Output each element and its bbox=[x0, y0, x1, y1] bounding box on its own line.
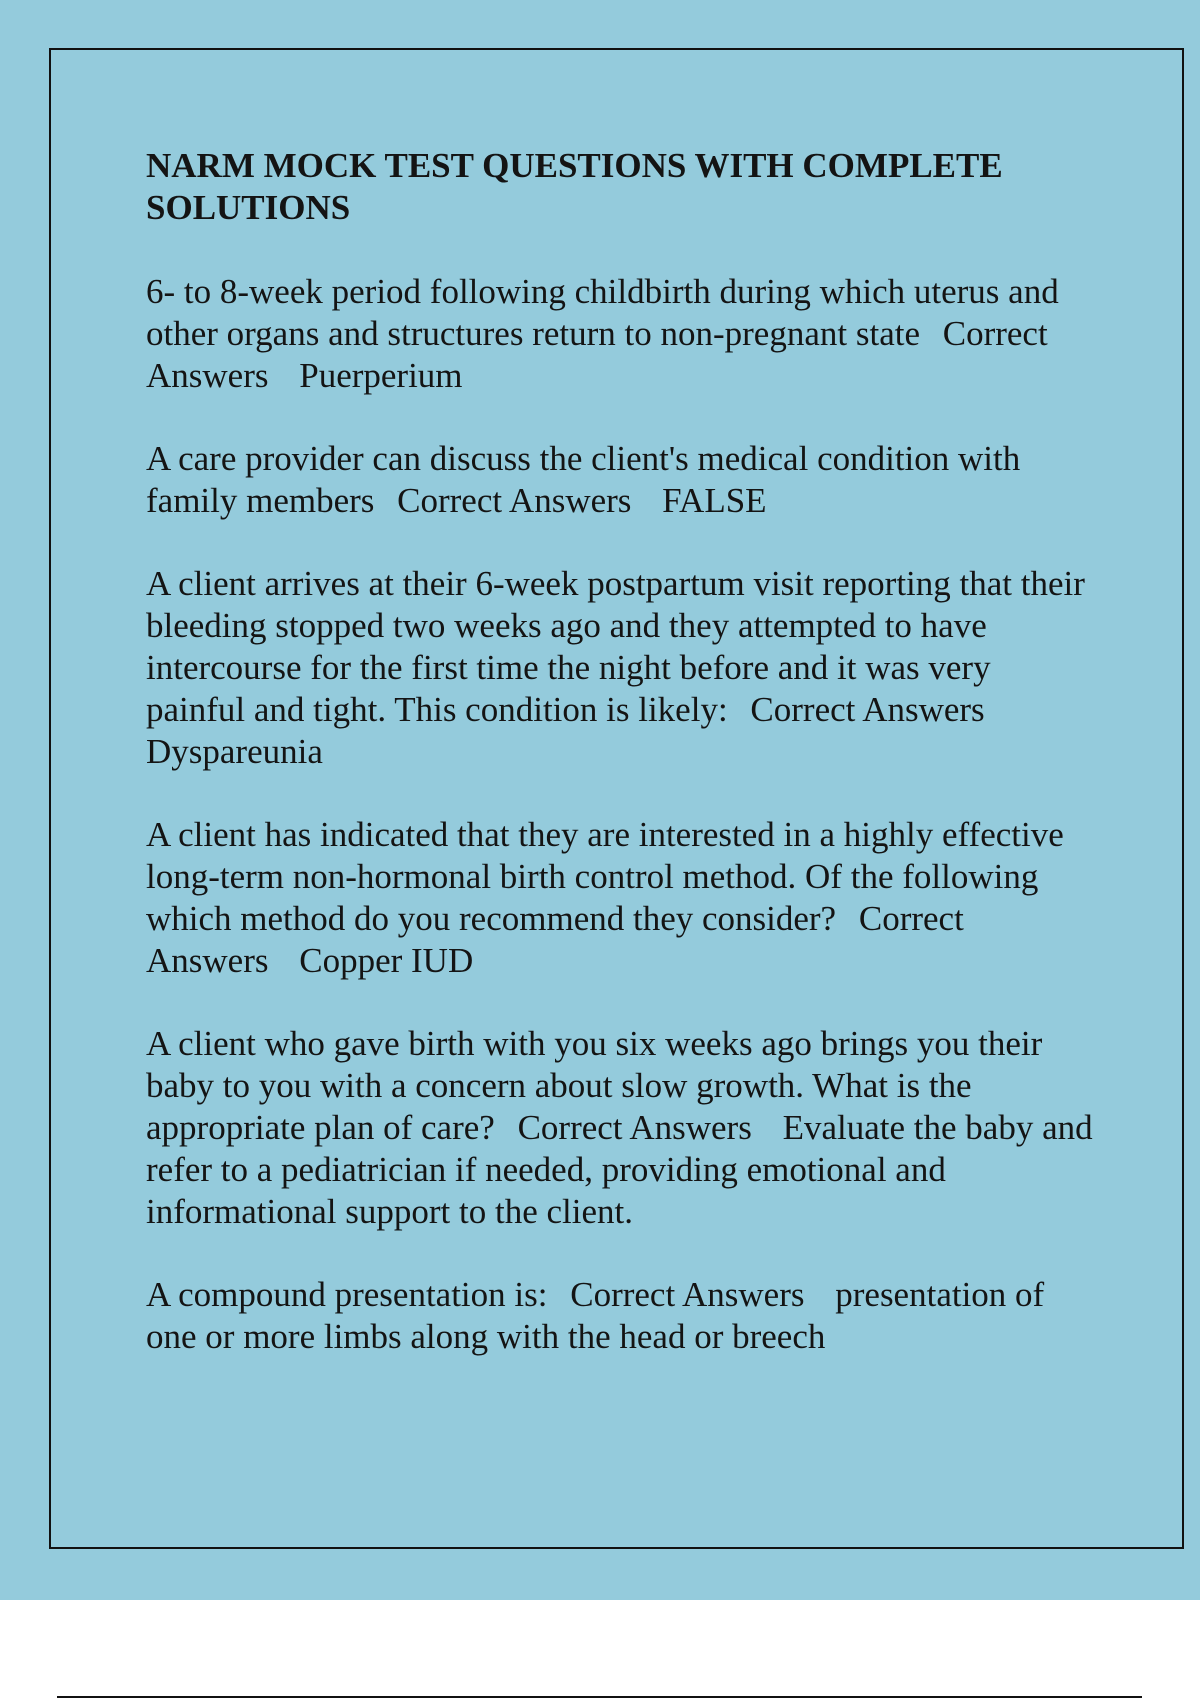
qa-item bbox=[146, 814, 1096, 982]
question-text: A compound presentation is: bbox=[146, 1275, 548, 1314]
correct-answers-label: Correct Answers bbox=[146, 314, 1048, 395]
qa-item bbox=[146, 271, 1096, 397]
qa-item bbox=[146, 1274, 1096, 1358]
correct-answers-label: Correct Answers bbox=[517, 1108, 752, 1147]
question-text: A care provider can discuss the client's medical condition with family members bbox=[146, 439, 1021, 520]
answer-text: FALSE bbox=[662, 481, 767, 520]
correct-answers-label: Correct Answers bbox=[397, 481, 632, 520]
correct-answers-label: Correct Answers bbox=[750, 690, 985, 729]
correct-answers-label: Correct Answers bbox=[146, 899, 964, 980]
answer-text: Dyspareunia bbox=[146, 732, 323, 771]
answer-text: Puerperium bbox=[299, 356, 463, 395]
question-text: A client arrives at their 6-week postpartum visit reporting that their bleeding stopped two weeks ago and they attempted to have intercourse for the first time the night before and it was very painful and tight. This condition is likely: bbox=[146, 564, 1085, 729]
qa-item bbox=[146, 1023, 1096, 1233]
correct-answers-label: Correct Answers bbox=[570, 1275, 805, 1314]
question-text: A client who gave birth with you six weeks ago brings you their baby to you with a concern about slow growth. What is the appropriate plan of care? bbox=[146, 1024, 1043, 1147]
answer-text: Evaluate the baby and refer to a pediatrician if needed, providing emotional and informational support to the client. bbox=[146, 1108, 1093, 1231]
question-text: 6- to 8-week period following childbirth during which uterus and other organs and structures return to non-pregnant state bbox=[146, 272, 1059, 353]
document-title: NARM MOCK TEST QUESTIONS WITH COMPLETE SOLUTIONS bbox=[146, 146, 1003, 227]
footer-divider bbox=[57, 1696, 1142, 1698]
answer-text: presentation of one or more limbs along with the head or breech bbox=[146, 1275, 1045, 1356]
qa-item bbox=[146, 438, 1096, 522]
answer-text: Copper IUD bbox=[299, 941, 474, 980]
document-content bbox=[146, 145, 1096, 1399]
qa-item bbox=[146, 563, 1096, 773]
question-text: A client has indicated that they are interested in a highly effective long-term non-hormonal birth control method. Of the following which method do you recommend they consider? bbox=[146, 815, 1064, 938]
